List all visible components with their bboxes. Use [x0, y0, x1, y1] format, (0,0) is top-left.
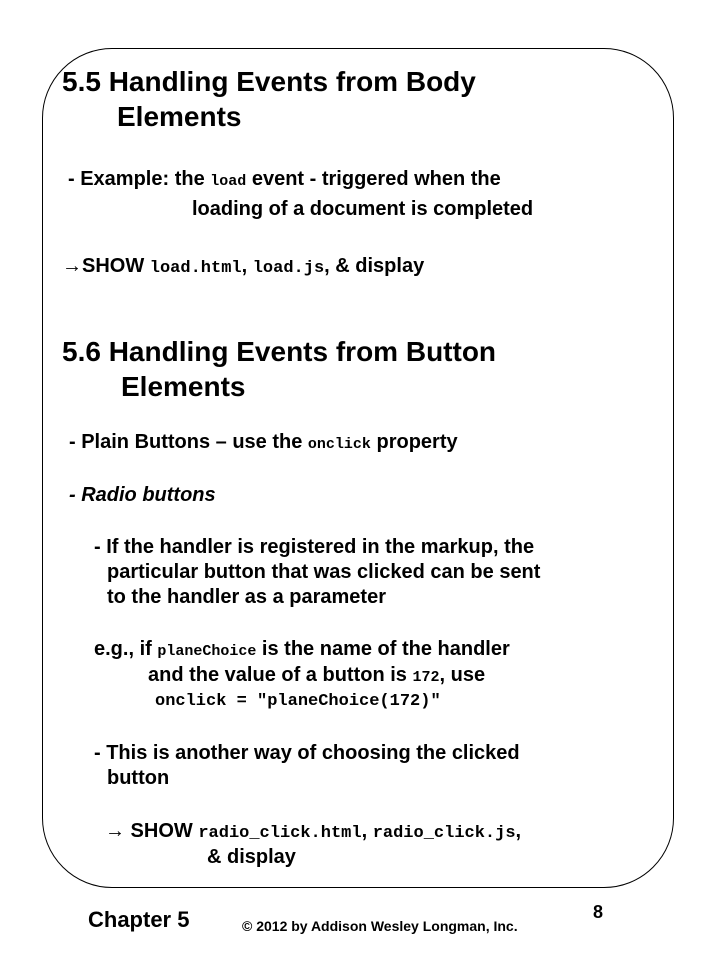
footer-chapter: Chapter 5 — [88, 907, 190, 932]
page-number: 8 — [593, 902, 604, 922]
eg-prefix: e.g., if — [94, 638, 158, 660]
eg-code-planechoice: planeChoice — [157, 643, 257, 660]
example-code-load: load — [210, 173, 247, 190]
arrow-icon: → — [62, 255, 82, 277]
eg-line2-suffix: , use — [439, 664, 486, 686]
eg-suffix: is the name of the handler — [256, 638, 510, 660]
show-line-2-continued: & display — [207, 846, 296, 868]
example-line2: loading of a document is completed — [192, 198, 534, 220]
section-5-6-title-line2: Elements — [121, 371, 246, 402]
show-label: SHOW — [125, 820, 199, 842]
another-way-line-2: button — [107, 767, 170, 789]
eg-line-1 — [94, 638, 510, 661]
radio-buttons-heading: - Radio buttons — [69, 484, 216, 506]
show-line-2 — [105, 820, 521, 843]
another-way-line-1: - This is another way of choosing the clicked — [94, 742, 520, 764]
handler-line-1: - If the handler is registered in the markup, the — [94, 536, 535, 558]
show-sep: , — [361, 820, 373, 842]
show-code-load-html: load.html — [149, 259, 242, 278]
eg-line-2 — [148, 664, 485, 687]
arrow-icon: → — [105, 820, 125, 842]
example-prefix: - Example: the — [68, 168, 211, 190]
show-sep: , — [324, 255, 336, 277]
show-label: SHOW — [82, 255, 150, 277]
eg-code-line: onclick = ″planeChoice(172)″ — [155, 692, 441, 711]
show-sep: , — [515, 820, 522, 842]
handler-line-3: to the handler as a parameter — [107, 586, 386, 608]
section-5-5-title-line1: 5.5 Handling Events from Body — [62, 66, 476, 97]
section-5-6-title-line1: 5.6 Handling Events from Button — [62, 336, 497, 367]
plain-suffix: property — [370, 431, 458, 453]
show-rest: & display — [335, 255, 425, 277]
eg-line2-prefix: and the value of a button is — [148, 664, 413, 686]
footer-copyright: © 2012 by Addison Wesley Longman, Inc. — [242, 918, 518, 934]
plain-buttons-line — [69, 431, 458, 454]
example-line1 — [68, 168, 501, 191]
section-5-5-title-line2: Elements — [117, 101, 242, 132]
show-code-radio-click-html: radio_click.html — [198, 824, 362, 843]
plain-code-onclick: onclick — [307, 436, 371, 453]
show-code-load-js: load.js — [252, 259, 325, 278]
show-sep: , — [241, 255, 253, 277]
plain-prefix: - Plain Buttons – use the — [69, 431, 308, 453]
show-code-radio-click-js: radio_click.js — [372, 824, 516, 843]
example-suffix: event - triggered when the — [246, 168, 501, 190]
show-line-1 — [62, 255, 424, 278]
eg-code-172: 172 — [412, 669, 440, 686]
handler-line-2: particular button that was clicked can be sent — [107, 561, 541, 583]
